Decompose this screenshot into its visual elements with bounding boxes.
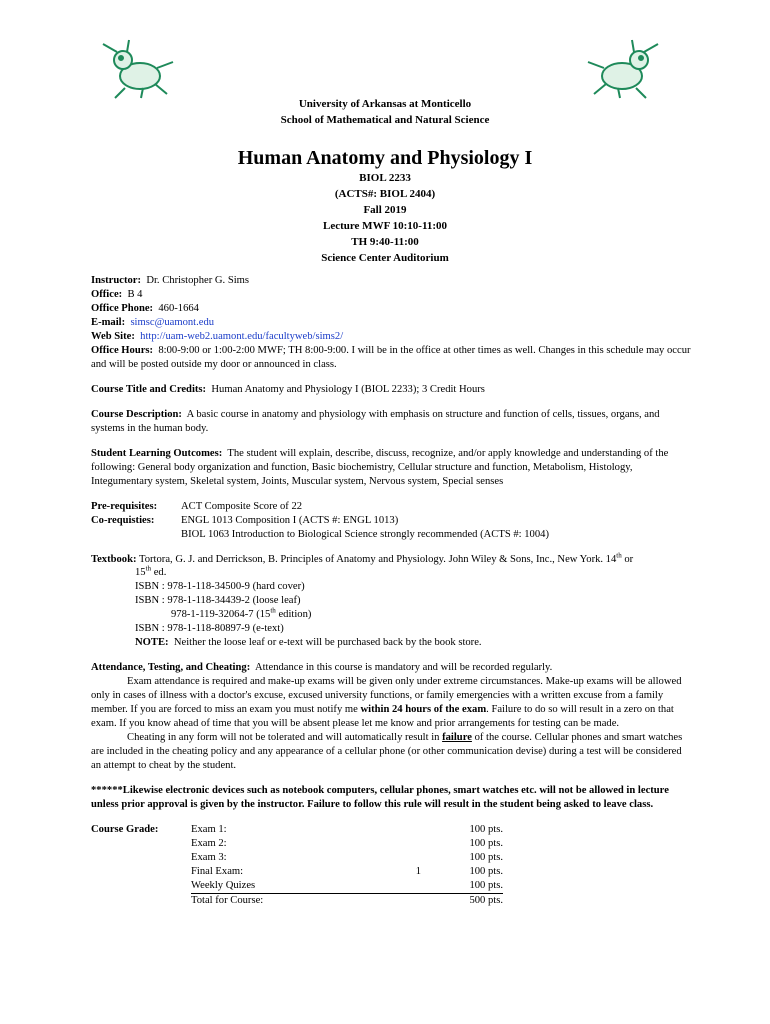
course-title: Human Anatomy and Physiology I (237, 147, 533, 169)
grade-points: 100 pts. (469, 837, 503, 849)
university-name: University of Arkansas at Monticello (298, 98, 472, 110)
grade-item: Weekly Quizes (191, 879, 361, 894)
isbn-hard-cover: ISBN : 978-1-118-34500-9 (hard cover) (135, 581, 305, 593)
isbn-e-text: ISBN : 978-1-118-80897-9 (e-text) (135, 623, 284, 635)
weevil-logo-left (95, 38, 177, 100)
prerequisites: Pre-requisites: ACT Composite Score of 22 (91, 500, 303, 512)
credits-line: Course Title and Credits: Human Anatomy and Physiology I (BIOL 2233); 3 Credit Hours (91, 383, 485, 395)
term: Fall 2019 (363, 204, 407, 216)
learning-outcomes: Student Learning Outcomes: The student will explain, describe, discuss, recognize, and/or apply knowledge and understanding of the following: General body organization and function, Basic biochemistry, Cellular structure and function, Metabolism, Histology, Integumentary system, Skeletal system, Joints, Muscular system, Nervous system, Special senses (91, 447, 669, 487)
grade-label: Course Grade: (91, 823, 159, 835)
electronics-warning: ******Likewise electronic devices such as notebook computers, cellular phones, smart watches etc. will not be allowed in lecture unless prior approval is given by the instructor. Failure to follow this rule will result in the student being asked to leave class. (91, 785, 669, 810)
grade-item: Exam 2: (191, 837, 227, 849)
location: Science Center Auditorium (321, 252, 449, 264)
course-code: BIOL 2233 (359, 172, 411, 184)
grade-item: Exam 1: (191, 823, 227, 835)
office-hours: Office Hours: 8:00-9:00 or 1:00-2:00 MWF; TH 8:00-9:00. I will be in the office at other times as well. Changes in this schedule may occur and will be posted outside my door or announced in class. (91, 344, 691, 370)
institution-header (0, 96, 770, 128)
corequisites: Co-requisties: ENGL 1013 Composition I (ACTS #: ENGL 1013) BIOL 1063 Introduction to Biological Science strongly recommended (ACTS #: 1004) (91, 514, 549, 540)
textbook-edition: 15th ed. (135, 564, 167, 579)
phone-line: Office Phone: 460-1664 (91, 302, 199, 314)
grade-total-points: 500 pts. (469, 894, 503, 906)
grade-item: Final Exam: (191, 865, 244, 877)
th-time: TH 9:40-11:00 (351, 236, 419, 248)
course-info (0, 170, 770, 266)
syllabus-body (91, 274, 691, 908)
weevil-logo-right (584, 38, 666, 100)
office-line: Office: B 4 (91, 288, 143, 300)
grade-total-label: Total for Course: (191, 894, 264, 906)
lecture-time: Lecture MWF 10:10-11:00 (322, 220, 448, 232)
website-line: Web Site: http://uam-web2.uamont.edu/facultyweb/sims2/ (91, 330, 344, 342)
cheating-policy: Cheating in any form will not be tolerated and will automatically result in failure of the course. Cellular phones and smart watches are included in the cheating policy and any appearance of a cellular phone (or other communication devise) during a test will be considered an attempt to cheat by the student. (91, 732, 683, 772)
exam-attendance-policy: Exam attendance is required and make-up exams will be given only under extreme circumstances. Make-up exams will be allowed only in cases of illness with a doctor's excuse, excused university functions, or family emergencies with a written excuse from a family member. If you are forced to miss an exam you must notify me within 24 hours of the exam. Failure to do so will result in a zero on that exam. If you know ahead of time that you will be absent please let me know and prior arrangements for testing can be made. (91, 676, 682, 730)
grade-points: 100 pts. (469, 851, 503, 863)
website-link[interactable]: http://uam-web2.uamont.edu/facultyweb/sims2/ (140, 330, 344, 342)
acts-code: (ACTS#: BIOL 2404) (334, 188, 436, 200)
email-line: E-mail: simsc@uamont.edu (91, 316, 215, 328)
isbn-15th-edition: 978-1-119-32064-7 (15th edition) (171, 606, 312, 621)
grade-table: Course Grade: Exam 1: 100 pts. Exam 2: 100 pts. Exam 3: 100 pts. Final Exam: 1 100 pts. Weekly Quizes 100 pts. Total for Course: 500 pts. (91, 823, 503, 906)
textbook: Textbook: Tortora, G. J. and Derrickson, B. Principles of Anatomy and Physiology. John Wiley & Sons, Inc., New York. 14th or (91, 550, 634, 565)
grade-points: 100 pts. (469, 865, 503, 877)
school-name: School of Mathematical and Natural Science (280, 114, 490, 126)
instructor-line: Instructor: Dr. Christopher G. Sims (91, 275, 250, 286)
grade-points: 100 pts. (469, 823, 503, 835)
course-description: Course Description: A basic course in anatomy and physiology with emphasis on structure and function of cells, tissues, organs, and systems in the human body. (91, 408, 660, 434)
isbn-loose-leaf: ISBN : 978-1-118-34439-2 (loose leaf) (135, 595, 301, 607)
grade-points: 100 pts. (443, 879, 503, 894)
email-link[interactable]: simsc@uamont.edu (130, 316, 215, 328)
textbook-note: NOTE: Neither the loose leaf or e-text will be purchased back by the book store. (135, 637, 482, 649)
grade-item: Exam 3: (191, 851, 227, 863)
attendance-intro: Attendance, Testing, and Cheating: Attendance in this course is mandatory and will be recorded regularly. (91, 662, 553, 674)
